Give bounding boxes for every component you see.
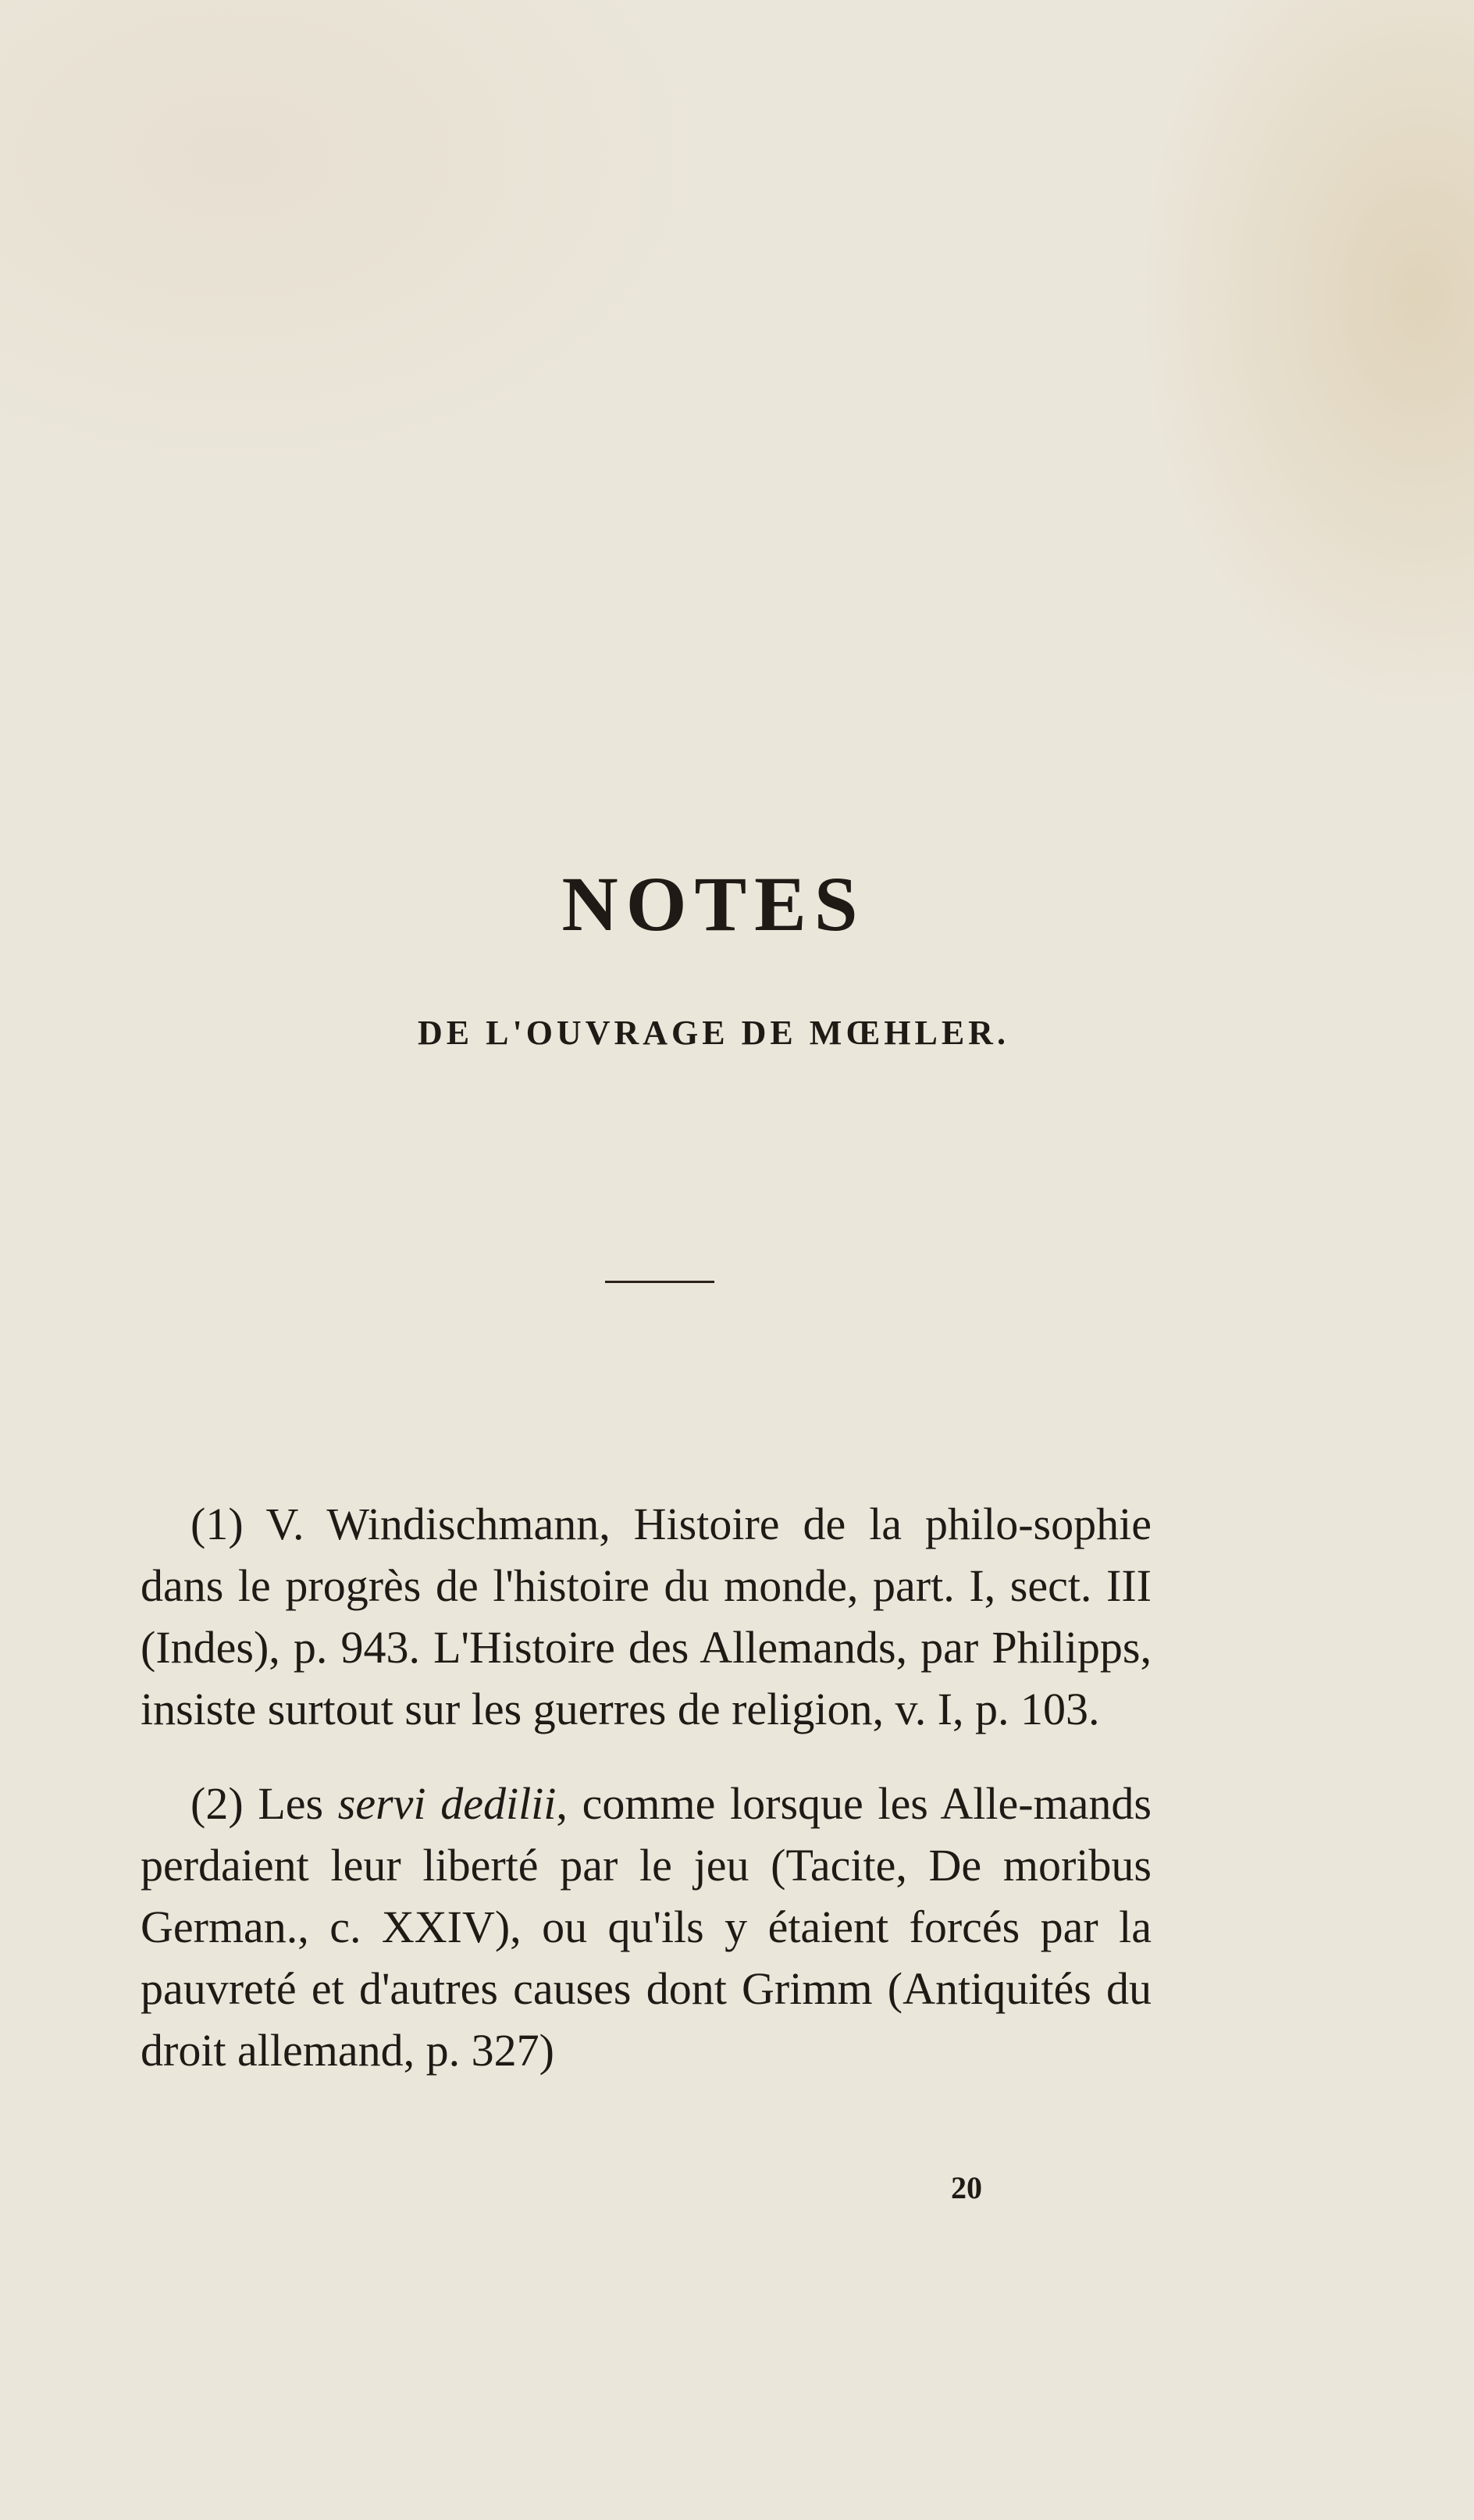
page-number: 20 <box>951 2170 982 2205</box>
notes-heading <box>0 859 1474 1053</box>
page-title: NOTES <box>561 861 866 947</box>
note-2 <box>141 1773 1152 2081</box>
page-subtitle: DE L'OUVRAGE DE MŒHLER. <box>418 1014 1009 1052</box>
note-1: (1) V. Windischmann, Histoire de la philo-sophie dans le progrès de l'histoire du monde, part. I, sect. III (Indes), p. 943. L'Histoire des Allemands, par Philipps, insiste surtout sur les guerres de religion, v. I, p. 103. <box>141 1499 1152 1734</box>
divider-rule <box>605 1281 714 1283</box>
notes-body <box>141 1493 1152 2114</box>
note-2-suffix: , comme lorsque les Alle-mands perdaient leur liberté par le jeu (Tacite, De moribus German., c. XXIV), ou qu'ils y étaient forcés par la pauvreté et d'autres causes dont Grimm (Antiquités du droit allemand, p. 327) <box>141 1778 1152 2076</box>
note-2-prefix: (2) Les <box>190 1778 338 1829</box>
note-2-italic: servi dedilii <box>337 1778 557 1829</box>
